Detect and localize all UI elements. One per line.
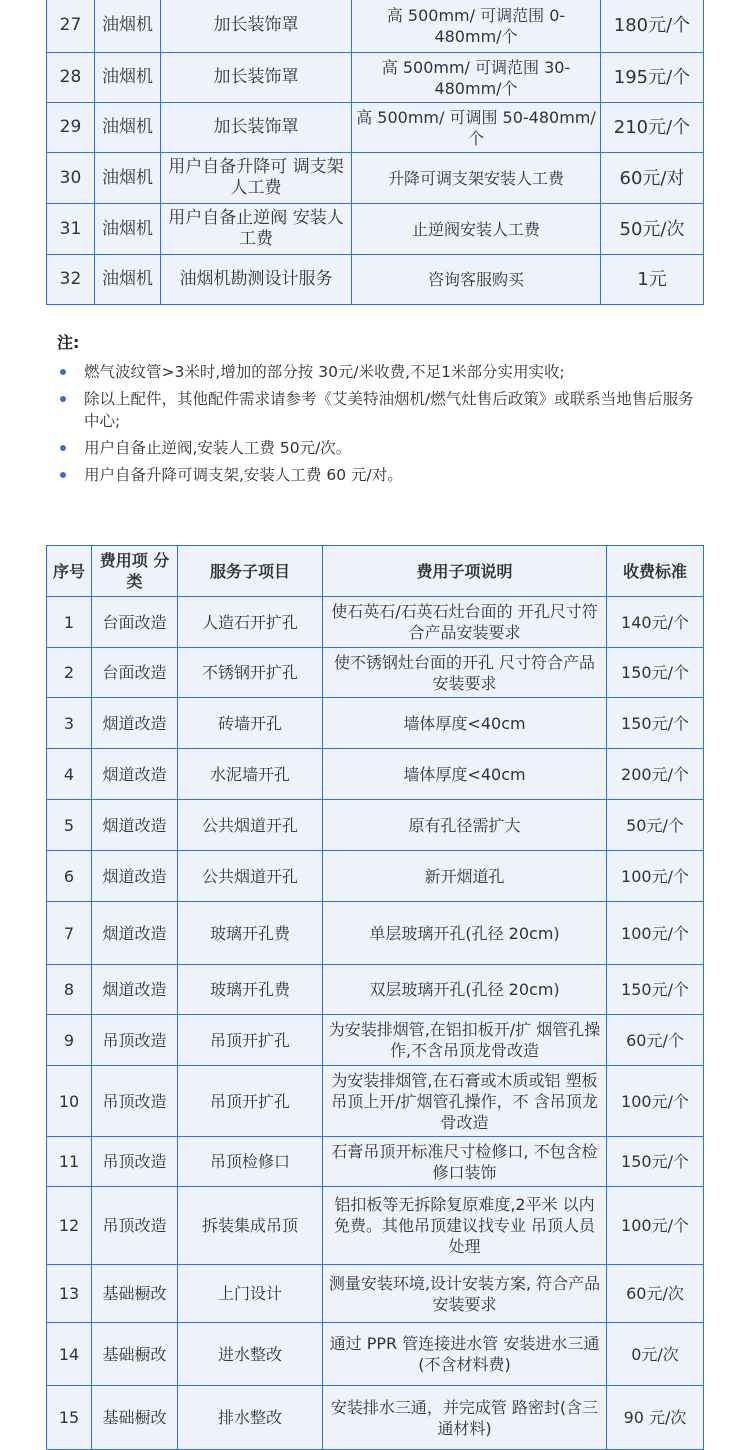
- fee-category: 烟道改造: [92, 902, 178, 965]
- row-number: 28: [47, 53, 95, 103]
- note-item: 除以上配件，其他配件需求请参考《艾美特油烟机/燃气灶售后政策》或联系当地售后服务中心;: [57, 388, 697, 432]
- table-row: [47, 597, 704, 648]
- fee-category: 油烟机: [95, 0, 161, 53]
- service-item: 进水整改: [178, 1323, 323, 1386]
- fee-category: 烟道改造: [92, 851, 178, 902]
- table-row: [47, 1386, 704, 1450]
- fee-description: 原有孔径需扩大: [323, 800, 607, 851]
- service-item: 加长装饰罩: [161, 103, 352, 153]
- service-item: 砖墙开孔: [178, 698, 323, 749]
- service-item: 吊顶开扩孔: [178, 1015, 323, 1066]
- table-row: [47, 749, 704, 800]
- fee-description: 使石英石/石英石灶台面的 开孔尺寸符合产品安装要求: [323, 597, 607, 648]
- fee-description: 新开烟道孔: [323, 851, 607, 902]
- header-description: 费用子项说明: [323, 546, 607, 597]
- notes-list: [57, 361, 697, 486]
- fee-description: 升降可调支架安装人工费: [352, 153, 601, 204]
- row-number: 30: [47, 153, 95, 204]
- row-number: 15: [47, 1386, 92, 1450]
- service-item: 公共烟道开孔: [178, 851, 323, 902]
- service-item: 玻璃开孔费: [178, 902, 323, 965]
- fee-category: 吊顶改造: [92, 1066, 178, 1137]
- table-row: [47, 1066, 704, 1137]
- table-row: [47, 0, 704, 53]
- fee-price: 180元/个: [601, 0, 704, 53]
- fee-description: 单层玻璃开孔(孔径 20cm): [323, 902, 607, 965]
- fee-price: 150元/个: [607, 965, 704, 1015]
- fee-description: 高 500mm/ 可调范围 30-480mm/个: [352, 53, 601, 103]
- table-row: [47, 255, 704, 305]
- note-item: 用户自备升降可调支架,安装人工费 60 元/对。: [57, 464, 697, 486]
- service-item: 加长装饰罩: [161, 53, 352, 103]
- row-number: 2: [47, 648, 92, 698]
- accessory-fee-table: [46, 0, 704, 305]
- fee-price: 60元/次: [607, 1265, 704, 1323]
- fee-price: 0元/次: [607, 1323, 704, 1386]
- fee-description: 为安装排烟管,在铝扣板开/扩 烟管孔操作,不含吊顶龙骨改造: [323, 1015, 607, 1066]
- row-number: 13: [47, 1265, 92, 1323]
- service-item: 加长装饰罩: [161, 0, 352, 53]
- row-number: 8: [47, 965, 92, 1015]
- table-row: [47, 902, 704, 965]
- table-header-row: [47, 546, 704, 597]
- row-number: 10: [47, 1066, 92, 1137]
- service-item: 玻璃开孔费: [178, 965, 323, 1015]
- table-row: [47, 1323, 704, 1386]
- fee-description: 墙体厚度<40cm: [323, 698, 607, 749]
- row-number: 6: [47, 851, 92, 902]
- header-category: 费用项 分类: [92, 546, 178, 597]
- fee-description: 铝扣板等无拆除复原难度,2平米 以内免费。其他吊顶建议找专业 吊顶人员处理: [323, 1187, 607, 1265]
- fee-price: 90 元/次: [607, 1386, 704, 1450]
- row-number: 27: [47, 0, 95, 53]
- row-number: 5: [47, 800, 92, 851]
- note-item: 用户自备止逆阀,安装人工费 50元/次。: [57, 437, 697, 459]
- fee-price: 60元/个: [607, 1015, 704, 1066]
- fee-description: 安装排水三通，并完成管 路密封(含三通材料): [323, 1386, 607, 1450]
- row-number: 11: [47, 1137, 92, 1187]
- service-item: 拆装集成吊顶: [178, 1187, 323, 1265]
- fee-description: 石膏吊顶开标准尺寸检修口, 不包含检修口装饰: [323, 1137, 607, 1187]
- fee-category: 基础橱改: [92, 1265, 178, 1323]
- row-number: 12: [47, 1187, 92, 1265]
- row-number: 31: [47, 204, 95, 255]
- table-row: [47, 153, 704, 204]
- fee-description: 测量安装环境,设计安装方案, 符合产品安装要求: [323, 1265, 607, 1323]
- fee-price: 50元/次: [601, 204, 704, 255]
- fee-price: 150元/个: [607, 1137, 704, 1187]
- row-number: 1: [47, 597, 92, 648]
- fee-description: 止逆阀安装人工费: [352, 204, 601, 255]
- bullet-dot-icon: [60, 445, 66, 451]
- fee-price: 100元/个: [607, 1066, 704, 1137]
- table-row: [47, 800, 704, 851]
- row-number: 4: [47, 749, 92, 800]
- service-item: 用户自备升降可 调支架人工费: [161, 153, 352, 204]
- table-row: [47, 1265, 704, 1323]
- fee-description: 高 500mm/ 可调范围 0-480mm/个: [352, 0, 601, 53]
- table-row: [47, 851, 704, 902]
- fee-price: 210元/个: [601, 103, 704, 153]
- service-item: 人造石开扩孔: [178, 597, 323, 648]
- service-item: 排水整改: [178, 1386, 323, 1450]
- fee-category: 台面改造: [92, 648, 178, 698]
- fee-description: 咨询客服购买: [352, 255, 601, 305]
- installation-service-fee-table: [46, 545, 704, 1450]
- service-item: 水泥墙开孔: [178, 749, 323, 800]
- fee-price: 100元/个: [607, 1187, 704, 1265]
- row-number: 32: [47, 255, 95, 305]
- fee-description: 通过 PPR 管连接进水管 安装进水三通(不含材料费): [323, 1323, 607, 1386]
- bullet-dot-icon: [60, 369, 66, 375]
- fee-category: 吊顶改造: [92, 1187, 178, 1265]
- fee-description: 墙体厚度<40cm: [323, 749, 607, 800]
- fee-price: 150元/个: [607, 698, 704, 749]
- table-row: [47, 1015, 704, 1066]
- header-no: 序号: [47, 546, 92, 597]
- row-number: 7: [47, 902, 92, 965]
- fee-price: 50元/个: [607, 800, 704, 851]
- row-number: 9: [47, 1015, 92, 1066]
- service-item: 不锈钢开扩孔: [178, 648, 323, 698]
- fee-category: 基础橱改: [92, 1386, 178, 1450]
- table-row: [47, 1187, 704, 1265]
- service-item: 用户自备止逆阀 安装人工费: [161, 204, 352, 255]
- fee-category: 油烟机: [95, 204, 161, 255]
- notes-title: 注:: [57, 333, 80, 352]
- table-row: [47, 648, 704, 698]
- table-row: [47, 698, 704, 749]
- service-item: 油烟机勘测设计服务: [161, 255, 352, 305]
- table-row: [47, 1137, 704, 1187]
- table-row: [47, 965, 704, 1015]
- service-item: 吊顶检修口: [178, 1137, 323, 1187]
- bullet-dot-icon: [60, 472, 66, 478]
- fee-price: 1元: [601, 255, 704, 305]
- service-item: 吊顶开扩孔: [178, 1066, 323, 1137]
- fee-category: 烟道改造: [92, 800, 178, 851]
- service-item: 上门设计: [178, 1265, 323, 1323]
- fee-category: 烟道改造: [92, 965, 178, 1015]
- row-number: 14: [47, 1323, 92, 1386]
- fee-category: 油烟机: [95, 255, 161, 305]
- bullet-dot-icon: [60, 396, 66, 402]
- header-price: 收费标准: [607, 546, 704, 597]
- fee-category: 吊顶改造: [92, 1015, 178, 1066]
- fee-price: 100元/个: [607, 851, 704, 902]
- table-row: [47, 53, 704, 103]
- fee-description: 为安装排烟管,在石膏或木质或铝 塑板吊顶上开/扩烟管孔操作，不 含吊顶龙骨改造: [323, 1066, 607, 1137]
- note-item: 燃气波纹管>3米时,增加的部分按 30元/米收费,不足1米部分实用实收;: [57, 361, 697, 383]
- fee-description: 双层玻璃开孔(孔径 20cm): [323, 965, 607, 1015]
- fee-category: 烟道改造: [92, 698, 178, 749]
- fee-category: 油烟机: [95, 103, 161, 153]
- fee-category: 台面改造: [92, 597, 178, 648]
- fee-description: 使不锈钢灶台面的开孔 尺寸符合产品安装要求: [323, 648, 607, 698]
- header-item: 服务子项目: [178, 546, 323, 597]
- row-number: 3: [47, 698, 92, 749]
- service-item: 公共烟道开孔: [178, 800, 323, 851]
- fee-price: 200元/个: [607, 749, 704, 800]
- fee-category: 吊顶改造: [92, 1137, 178, 1187]
- fee-price: 195元/个: [601, 53, 704, 103]
- fee-description: 高 500mm/ 可调围 50-480mm/个: [352, 103, 601, 153]
- table-row: [47, 103, 704, 153]
- fee-price: 150元/个: [607, 648, 704, 698]
- fee-category: 油烟机: [95, 53, 161, 103]
- fee-category: 烟道改造: [92, 749, 178, 800]
- fee-price: 60元/对: [601, 153, 704, 204]
- row-number: 29: [47, 103, 95, 153]
- notes-section: [57, 330, 697, 491]
- fee-category: 基础橱改: [92, 1323, 178, 1386]
- fee-price: 100元/个: [607, 902, 704, 965]
- table-row: [47, 204, 704, 255]
- fee-category: 油烟机: [95, 153, 161, 204]
- fee-price: 140元/个: [607, 597, 704, 648]
